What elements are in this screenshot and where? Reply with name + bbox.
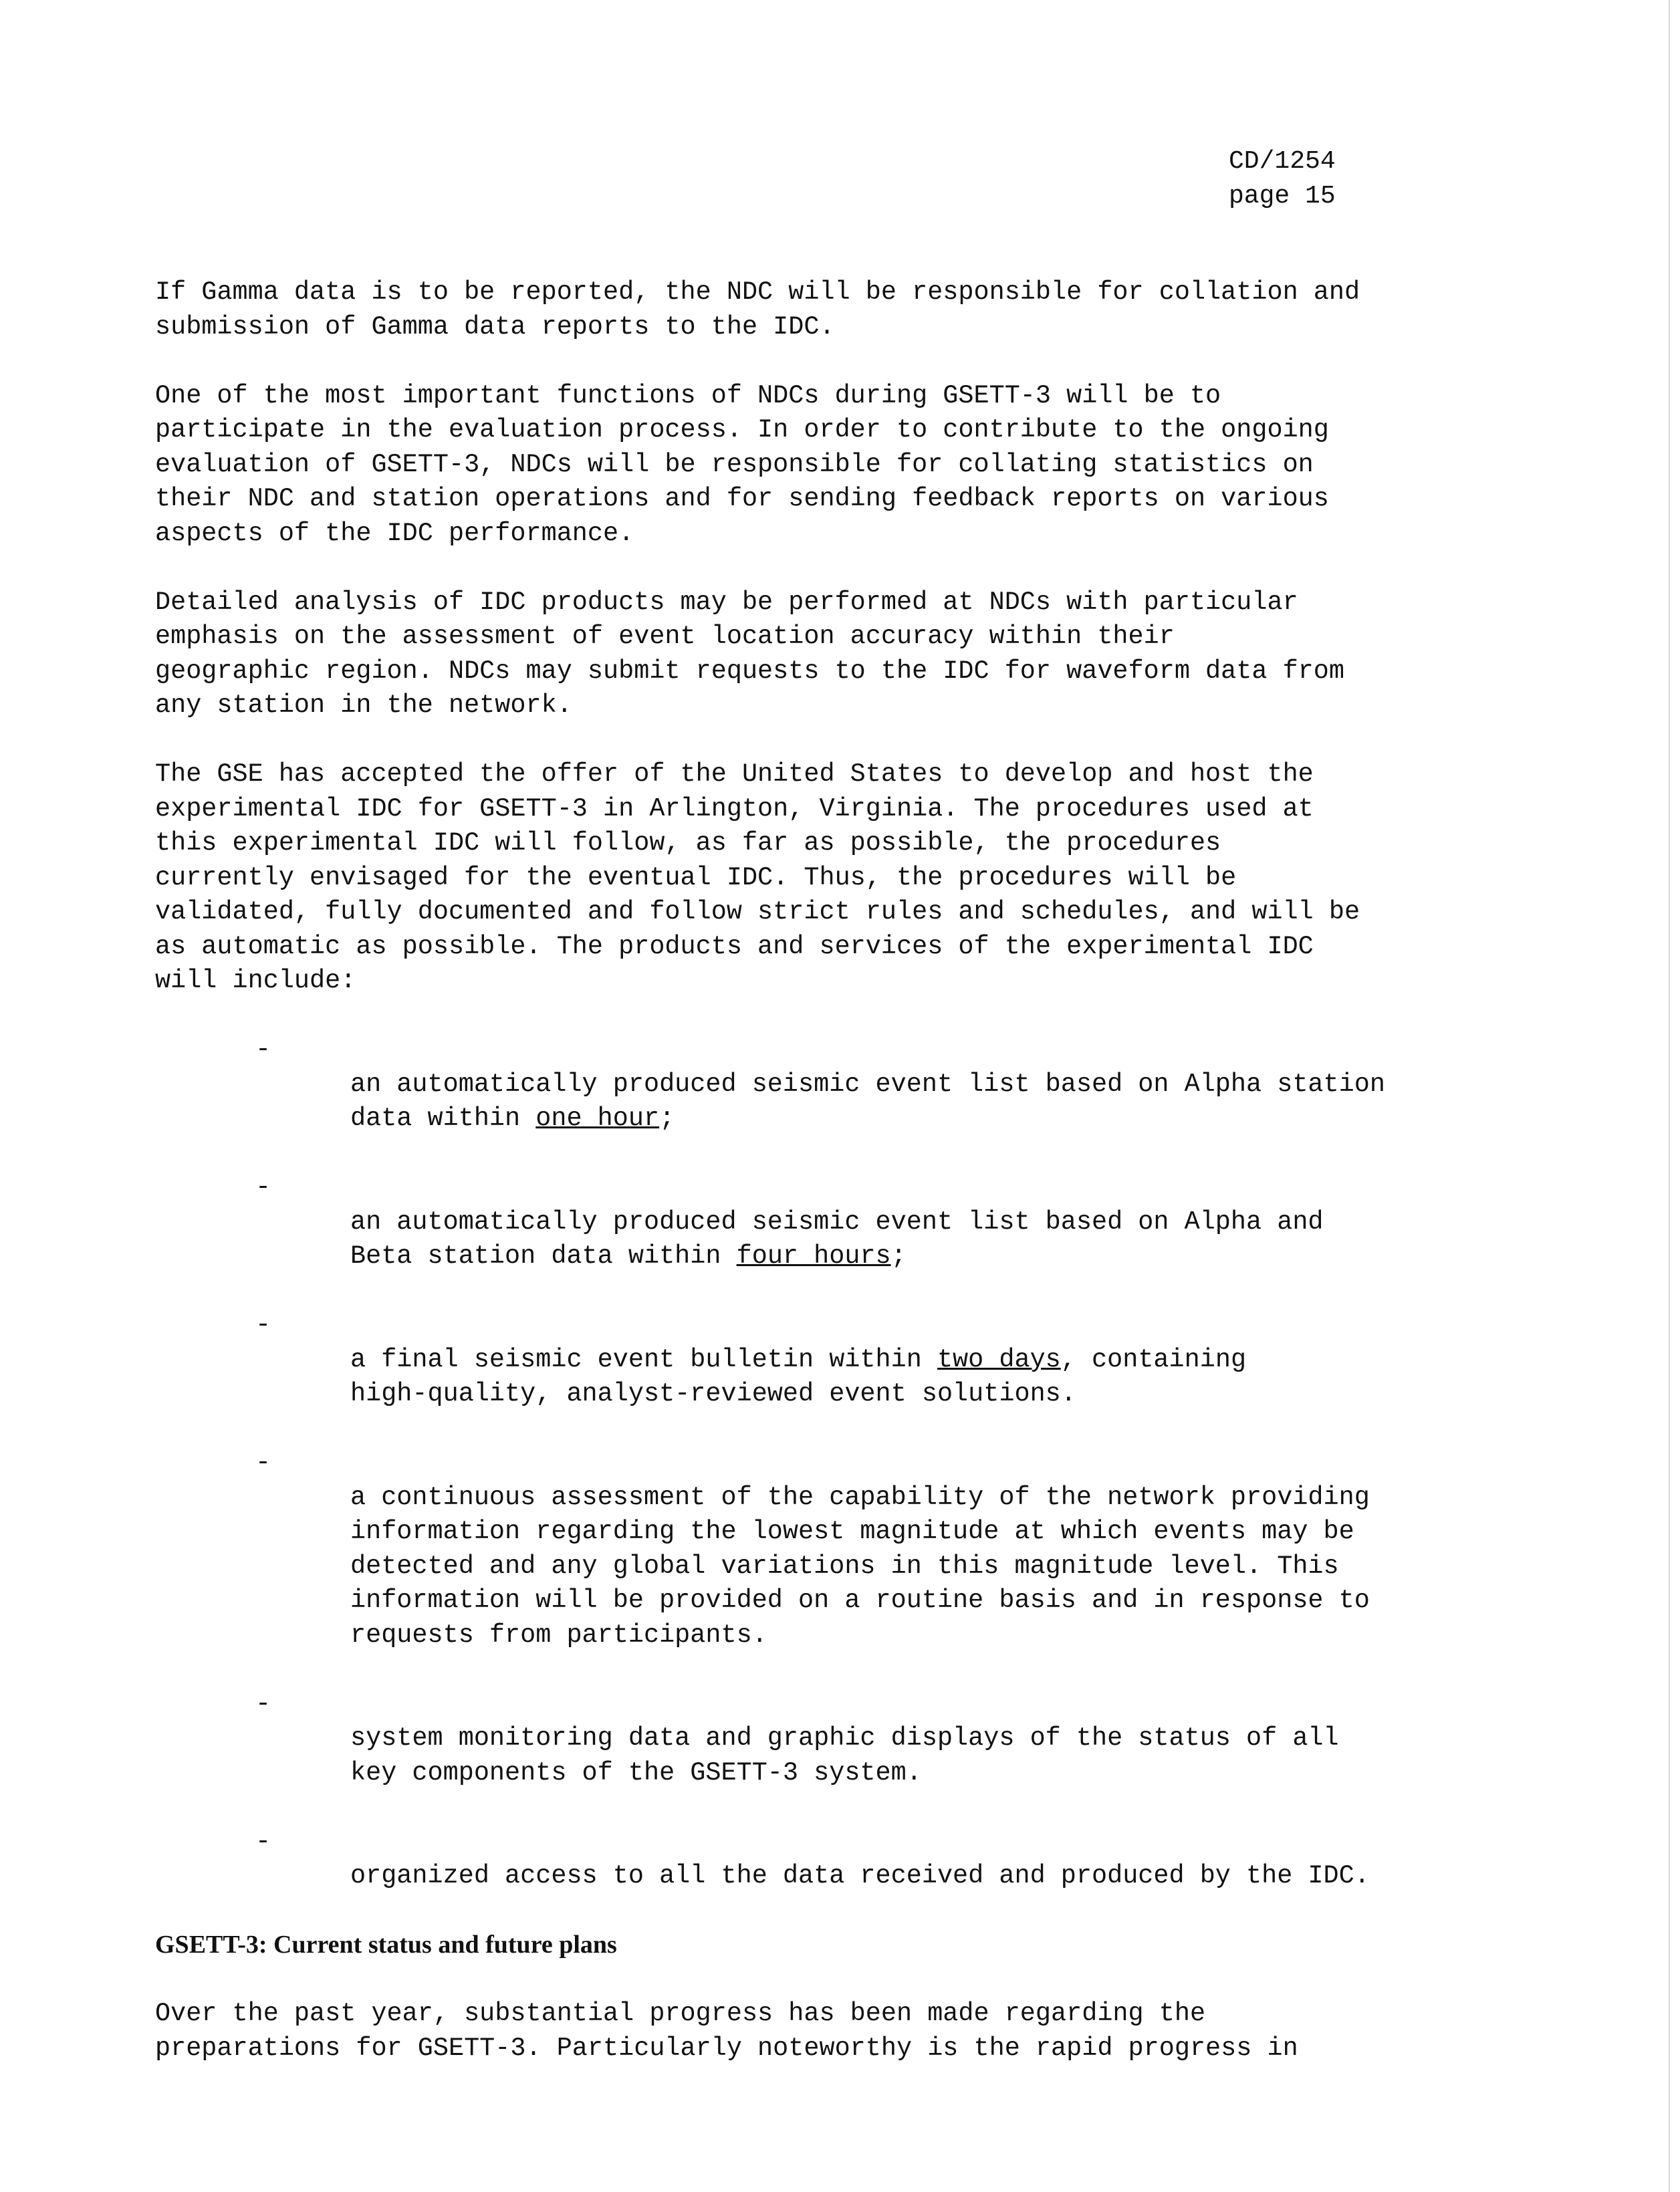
list-item-text-end: ; (890, 1241, 907, 1271)
list-item (155, 1687, 1506, 1791)
document-reference: CD/1254 (1229, 147, 1336, 176)
bullet-dash: - (255, 1689, 271, 1719)
body-text (155, 275, 1506, 2100)
bullet-dash: - (255, 1310, 271, 1340)
idc-products-list (155, 1033, 1506, 1894)
bullet-dash: - (255, 1448, 271, 1477)
paragraph-detailed-analysis: Detailed analysis of IDC products may be performed at NDCs with particular emphasis on the assessment of event location accuracy within their geographic region. NDCs may submit requests to the IDC for waveform data from any station in the network. (155, 587, 1344, 720)
paragraph-progress: Over the past year, substantial progress has been made regarding the preparations for GSETT-3. Particularly noteworthy is the rapid progress in (155, 1999, 1298, 2063)
section-heading: GSETT-3: Current status and future plans (155, 1931, 617, 1959)
list-item-text: an automatically produced seismic event list based on Alpha station data within (350, 1069, 1385, 1133)
list-item-text: an automatically produced seismic event list based on Alpha and Beta station data within (350, 1207, 1324, 1271)
list-item-text: system monitoring data and graphic displays of the status of all key components of the GSETT-3 system. (350, 1723, 1339, 1788)
page-header (1229, 144, 1336, 214)
list-item (155, 1308, 1506, 1412)
list-item (155, 1446, 1506, 1653)
list-item-text: organized access to all the data received and produced by the IDC. (350, 1861, 1370, 1891)
page-number: page 15 (1229, 182, 1336, 211)
list-item (155, 1033, 1506, 1136)
list-item (155, 1825, 1506, 1894)
bullet-dash: - (255, 1826, 271, 1856)
list-item-text: a final seismic event bulletin within (350, 1344, 937, 1374)
bullet-dash: - (255, 1035, 271, 1064)
paragraph-gamma-data: If Gamma data is to be reported, the NDC will be responsible for collation and submission of Gamma data reports to the IDC. (155, 277, 1360, 342)
list-item-underlined: two days (937, 1344, 1061, 1374)
paragraph-experimental-idc: The GSE has accepted the offer of the United States to develop and host the experimental IDC for GSETT-3 in Arlington, Virginia. The procedures used at this experimental IDC will follow, as far as possible, the procedures currently envisaged for the eventual IDC. Thus, the procedures will be validated, fully documented and follow strict rules and schedules, and will be as automatic as possible. The products and services of the experimental IDC will include: (155, 759, 1360, 995)
list-item (155, 1171, 1506, 1274)
list-item-underlined: four hours (736, 1241, 891, 1271)
paragraph-ndc-evaluation: One of the most important functions of NDCs during GSETT-3 will be to participate in the evaluation process. In order to contribute to the ongoing evaluation of GSETT-3, NDCs will be responsible for collating statistics on their NDC and station operations and for sending feedback reports on various aspects of the IDC performance. (155, 380, 1329, 548)
list-item-text-end: , containing high-quality, analyst-reviewed event solutions. (350, 1344, 1247, 1409)
list-item-underlined: one hour (535, 1104, 660, 1133)
scan-edge-divider (1669, 0, 1670, 2192)
list-item-text-end: ; (659, 1104, 675, 1133)
bullet-dash: - (255, 1173, 271, 1202)
list-item-text: a continuous assessment of the capability of the network providing information regarding the lowest magnitude at which events may be detected and any global variations in this magnitude level. This information will be provided on a routine basis and in response to requests from participants. (350, 1482, 1370, 1650)
